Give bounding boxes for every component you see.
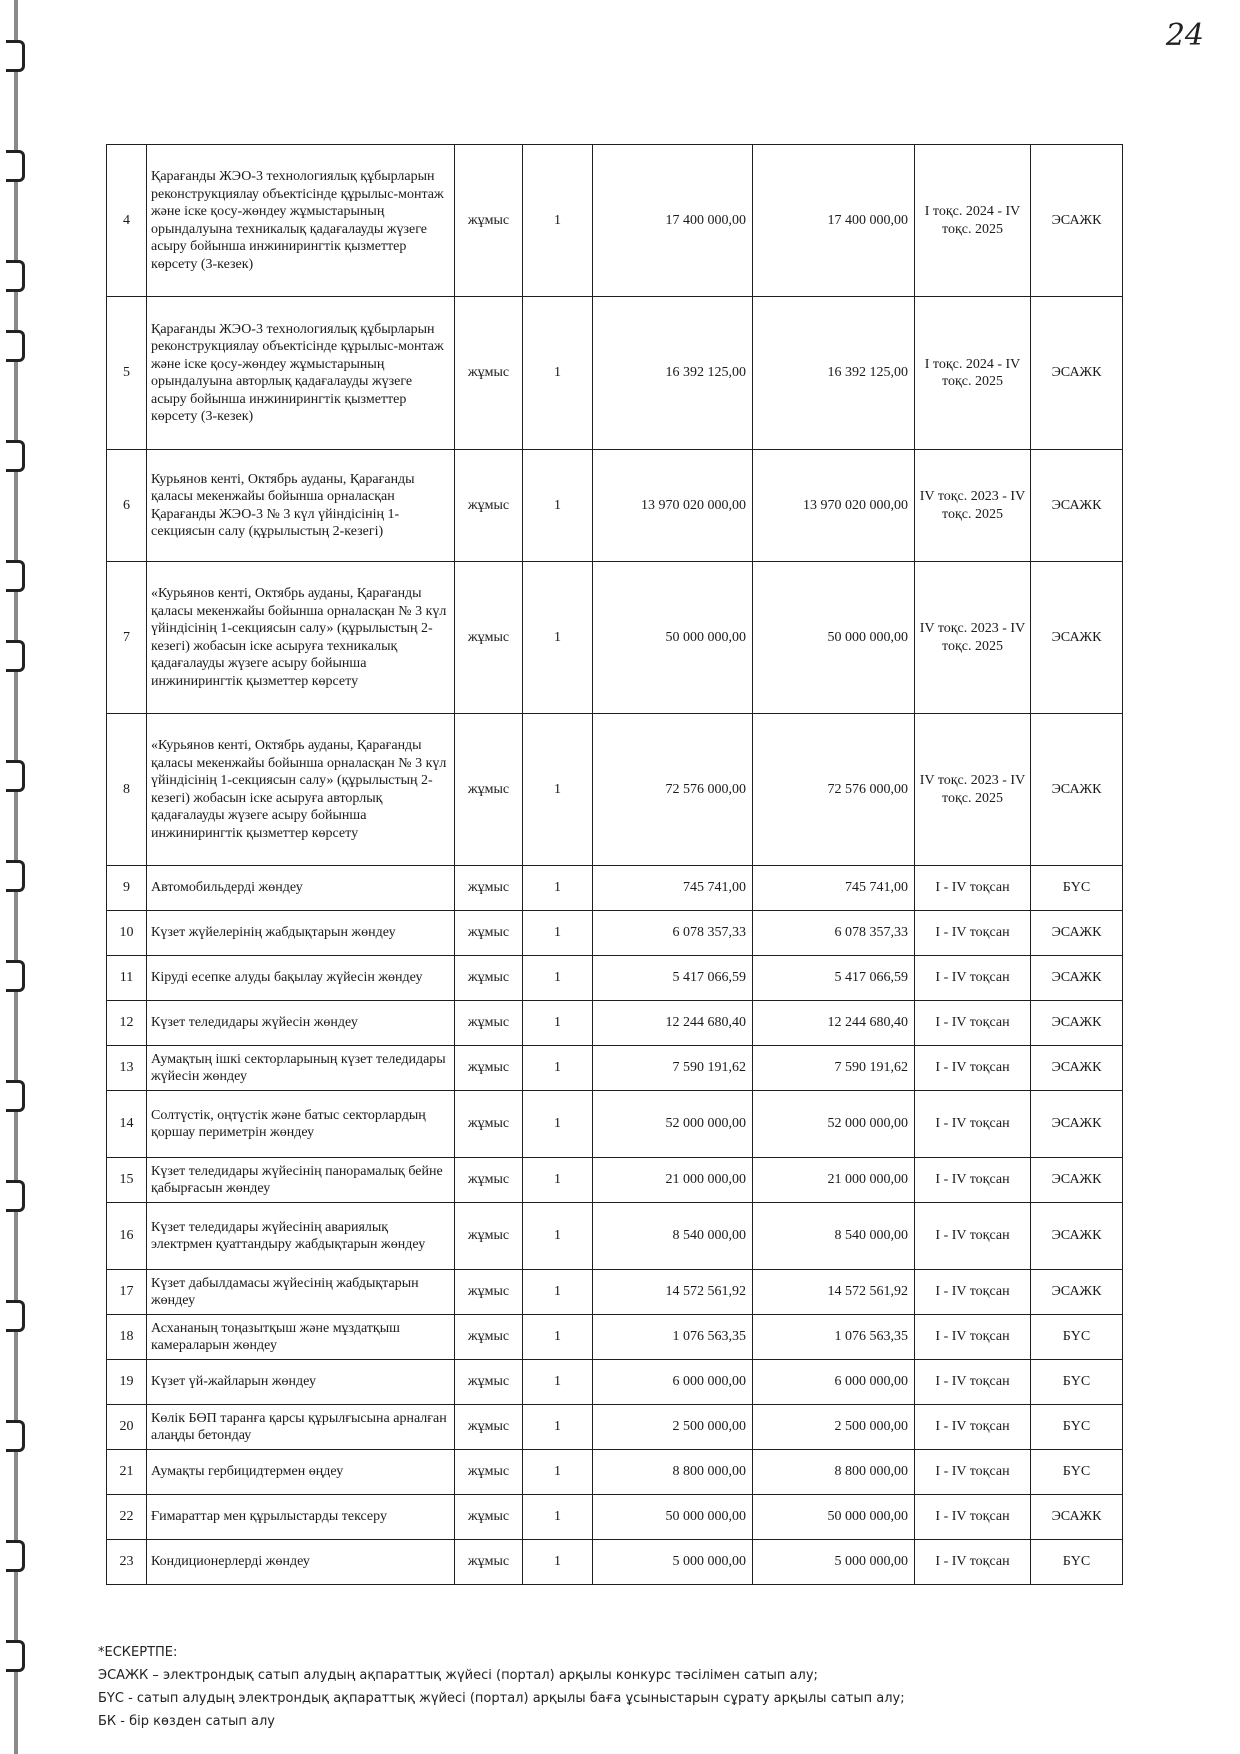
unit: жұмыс: [455, 714, 523, 866]
binder-hole: [6, 40, 25, 72]
table-row: [107, 1540, 1123, 1585]
footnote-line: БК - бір көзден сатып алу: [98, 1714, 276, 1729]
unit-price: 6 078 357,33: [593, 911, 753, 956]
quantity: 1: [523, 714, 593, 866]
table-row: [107, 1360, 1123, 1405]
unit: жұмыс: [455, 297, 523, 450]
total-amount: 21 000 000,00: [753, 1158, 915, 1203]
procurement-table-body: [107, 145, 1123, 1585]
unit: жұмыс: [455, 1315, 523, 1360]
unit-price: 5 417 066,59: [593, 956, 753, 1001]
work-description: Кондиционерлерді жөндеу: [147, 1540, 455, 1585]
quantity: 1: [523, 450, 593, 562]
quantity: 1: [523, 1158, 593, 1203]
table-row: [107, 145, 1123, 297]
unit: жұмыс: [455, 866, 523, 911]
footnote: [98, 1641, 1158, 1733]
work-description: Аумақтың ішкі секторларының күзет теледидары жүйесін жөндеу: [147, 1046, 455, 1091]
term: I - IV тоқсан: [915, 1405, 1031, 1450]
total-amount: 13 970 020 000,00: [753, 450, 915, 562]
work-description: Күзет жүйелерінің жабдықтарын жөндеу: [147, 911, 455, 956]
procurement-method: ЭСАЖК: [1031, 562, 1123, 714]
term: IV тоқс. 2023 - IV тоқс. 2025: [915, 714, 1031, 866]
total-amount: 72 576 000,00: [753, 714, 915, 866]
row-number: 8: [107, 714, 147, 866]
binder-edge: [0, 0, 36, 1754]
binder-hole: [6, 1420, 25, 1452]
work-description: Күзет теледидары жүйесін жөндеу: [147, 1001, 455, 1046]
total-amount: 16 392 125,00: [753, 297, 915, 450]
row-number: 22: [107, 1495, 147, 1540]
term: I тоқс. 2024 - IV тоқс. 2025: [915, 297, 1031, 450]
procurement-method: ЭСАЖК: [1031, 911, 1123, 956]
term: I - IV тоқсан: [915, 1450, 1031, 1495]
work-description: Аумақты гербицидтермен өңдеу: [147, 1450, 455, 1495]
unit-price: 2 500 000,00: [593, 1405, 753, 1450]
total-amount: 6 078 357,33: [753, 911, 915, 956]
total-amount: 8 540 000,00: [753, 1203, 915, 1270]
unit-price: 13 970 020 000,00: [593, 450, 753, 562]
unit-price: 17 400 000,00: [593, 145, 753, 297]
unit-price: 1 076 563,35: [593, 1315, 753, 1360]
row-number: 19: [107, 1360, 147, 1405]
table-row: [107, 450, 1123, 562]
unit: жұмыс: [455, 956, 523, 1001]
binder-hole: [6, 1640, 25, 1672]
table-row: [107, 1203, 1123, 1270]
work-description: Күзет үй-жайларын жөндеу: [147, 1360, 455, 1405]
term: I - IV тоқсан: [915, 1001, 1031, 1046]
work-description: Қарағанды ЖЭО-3 технологиялық құбырларын реконструкциялау объектісінде құрылыс-монтаж және іске қосу-жөндеу жұмыстарының орындалуына техникалық қадағалауды жүзеге асыру бойынша инжинирингтік қызметтер көрсету (3-кезек): [147, 145, 455, 297]
table-row: [107, 1001, 1123, 1046]
procurement-table: [106, 144, 1123, 1585]
term: I - IV тоқсан: [915, 1540, 1031, 1585]
unit-price: 5 000 000,00: [593, 1540, 753, 1585]
term: IV тоқс. 2023 - IV тоқс. 2025: [915, 562, 1031, 714]
work-description: Күзет теледидары жүйесінің авариялық электрмен қуаттандыру жабдықтарын жөндеу: [147, 1203, 455, 1270]
term: I - IV тоқсан: [915, 1203, 1031, 1270]
quantity: 1: [523, 562, 593, 714]
procurement-method: ЭСАЖК: [1031, 1091, 1123, 1158]
unit: жұмыс: [455, 1495, 523, 1540]
unit-price: 72 576 000,00: [593, 714, 753, 866]
term: I - IV тоқсан: [915, 1091, 1031, 1158]
unit: жұмыс: [455, 1405, 523, 1450]
term: I - IV тоқсан: [915, 1158, 1031, 1203]
work-description: «Курьянов кенті, Октябрь ауданы, Қарағанды қаласы мекенжайы бойынша орналасқан № 3 күл үйіндісінің 1-секциясын салу» (құрылыстың 2-кезегі) жобасын іске асыруға авторлық қадағалауды жүзеге асыру бойынша инжинирингтік қызметтер көрсету: [147, 714, 455, 866]
table-row: [107, 956, 1123, 1001]
total-amount: 5 000 000,00: [753, 1540, 915, 1585]
table-row: [107, 911, 1123, 956]
term: I - IV тоқсан: [915, 1360, 1031, 1405]
procurement-method: БҮС: [1031, 1360, 1123, 1405]
binder-hole: [6, 1080, 25, 1112]
binder-hole: [6, 260, 25, 292]
row-number: 4: [107, 145, 147, 297]
quantity: 1: [523, 911, 593, 956]
term: IV тоқс. 2023 - IV тоқс. 2025: [915, 450, 1031, 562]
row-number: 20: [107, 1405, 147, 1450]
work-description: Курьянов кенті, Октябрь ауданы, Қарағанды қаласы мекенжайы бойынша орналасқан Қарағанды ЖЭО-3 № 3 күл үйіндісінің 1-секциясын салу (құрылыстың 2-кезегі): [147, 450, 455, 562]
row-number: 7: [107, 562, 147, 714]
unit-price: 14 572 561,92: [593, 1270, 753, 1315]
quantity: 1: [523, 956, 593, 1001]
work-description: Асхананың тоңазытқыш және мұздатқыш камераларын жөндеу: [147, 1315, 455, 1360]
quantity: 1: [523, 297, 593, 450]
work-description: «Курьянов кенті, Октябрь ауданы, Қарағанды қаласы мекенжайы бойынша орналасқан № 3 күл үйіндісінің 1-секциясын салу» (құрылыстың 2-кезегі) жобасын іске асыруға техникалық қадағалауды жүзеге асыру бойынша инжинирингтік қызметтер көрсету: [147, 562, 455, 714]
total-amount: 2 500 000,00: [753, 1405, 915, 1450]
binder-hole: [6, 860, 25, 892]
quantity: 1: [523, 866, 593, 911]
total-amount: 1 076 563,35: [753, 1315, 915, 1360]
unit: жұмыс: [455, 1270, 523, 1315]
quantity: 1: [523, 1540, 593, 1585]
table-row: [107, 1158, 1123, 1203]
procurement-table-wrapper: [106, 144, 1122, 1585]
unit-price: 745 741,00: [593, 866, 753, 911]
binder-hole: [6, 1540, 25, 1572]
unit-price: 8 540 000,00: [593, 1203, 753, 1270]
table-row: [107, 1315, 1123, 1360]
row-number: 21: [107, 1450, 147, 1495]
total-amount: 745 741,00: [753, 866, 915, 911]
row-number: 6: [107, 450, 147, 562]
total-amount: 7 590 191,62: [753, 1046, 915, 1091]
quantity: 1: [523, 145, 593, 297]
unit-price: 21 000 000,00: [593, 1158, 753, 1203]
unit: жұмыс: [455, 1001, 523, 1046]
row-number: 11: [107, 956, 147, 1001]
procurement-method: ЭСАЖК: [1031, 1046, 1123, 1091]
row-number: 15: [107, 1158, 147, 1203]
unit: жұмыс: [455, 1046, 523, 1091]
row-number: 18: [107, 1315, 147, 1360]
procurement-method: БҮС: [1031, 1540, 1123, 1585]
procurement-method: ЭСАЖК: [1031, 1495, 1123, 1540]
binder-hole: [6, 560, 25, 592]
quantity: 1: [523, 1091, 593, 1158]
unit: жұмыс: [455, 1091, 523, 1158]
total-amount: 17 400 000,00: [753, 145, 915, 297]
total-amount: 52 000 000,00: [753, 1091, 915, 1158]
unit-price: 12 244 680,40: [593, 1001, 753, 1046]
unit: жұмыс: [455, 1450, 523, 1495]
term: I - IV тоқсан: [915, 1315, 1031, 1360]
row-number: 5: [107, 297, 147, 450]
quantity: 1: [523, 1001, 593, 1046]
procurement-method: ЭСАЖК: [1031, 145, 1123, 297]
unit-price: 50 000 000,00: [593, 562, 753, 714]
unit: жұмыс: [455, 145, 523, 297]
table-row: [107, 714, 1123, 866]
unit: жұмыс: [455, 562, 523, 714]
table-row: [107, 1091, 1123, 1158]
total-amount: 8 800 000,00: [753, 1450, 915, 1495]
unit: жұмыс: [455, 1203, 523, 1270]
row-number: 12: [107, 1001, 147, 1046]
procurement-method: ЭСАЖК: [1031, 1001, 1123, 1046]
term: I тоқс. 2024 - IV тоқс. 2025: [915, 145, 1031, 297]
unit: жұмыс: [455, 1158, 523, 1203]
row-number: 16: [107, 1203, 147, 1270]
binder-hole: [6, 760, 25, 792]
unit-price: 50 000 000,00: [593, 1495, 753, 1540]
unit: жұмыс: [455, 1540, 523, 1585]
procurement-method: БҮС: [1031, 1405, 1123, 1450]
term: I - IV тоқсан: [915, 956, 1031, 1001]
table-row: [107, 1495, 1123, 1540]
total-amount: 50 000 000,00: [753, 1495, 915, 1540]
work-description: Қарағанды ЖЭО-3 технологиялық құбырларын реконструкциялау объектісінде құрылыс-монтаж және іске қосу-жөндеу жұмыстарының орындалуына авторлық қадағалауды жүзеге асыру бойынша инжинирингтік қызметтер көрсету (3-кезек): [147, 297, 455, 450]
term: I - IV тоқсан: [915, 911, 1031, 956]
procurement-method: ЭСАЖК: [1031, 1203, 1123, 1270]
footnote-line: БҮС - сатып алудың электрондық ақпараттық жүйесі (портал) арқылы баға ұсыныстарын сұрату арқылы сатып алу;: [98, 1691, 905, 1706]
procurement-method: ЭСАЖК: [1031, 956, 1123, 1001]
quantity: 1: [523, 1405, 593, 1450]
work-description: Кіруді есепке алуды бақылау жүйесін жөндеу: [147, 956, 455, 1001]
unit: жұмыс: [455, 450, 523, 562]
term: I - IV тоқсан: [915, 1495, 1031, 1540]
row-number: 17: [107, 1270, 147, 1315]
procurement-method: ЭСАЖК: [1031, 714, 1123, 866]
procurement-method: ЭСАЖК: [1031, 1158, 1123, 1203]
procurement-method: БҮС: [1031, 866, 1123, 911]
procurement-method: ЭСАЖК: [1031, 1270, 1123, 1315]
footnote-line: ЭСАЖК – электрондық сатып алудың ақпараттық жүйесі (портал) арқылы конкурс тәсілімен сатып алу;: [98, 1668, 818, 1683]
footnote-title: *ЕСКЕРТПЕ:: [98, 1645, 178, 1660]
table-row: [107, 297, 1123, 450]
term: I - IV тоқсан: [915, 866, 1031, 911]
unit-price: 6 000 000,00: [593, 1360, 753, 1405]
row-number: 9: [107, 866, 147, 911]
work-description: Көлік БӨП таранға қарсы құрылғысына арналған алаңды бетондау: [147, 1405, 455, 1450]
unit-price: 16 392 125,00: [593, 297, 753, 450]
procurement-method: ЭСАЖК: [1031, 297, 1123, 450]
work-description: Солтүстік, оңтүстік және батыс секторлардың қоршау периметрін жөндеу: [147, 1091, 455, 1158]
total-amount: 50 000 000,00: [753, 562, 915, 714]
row-number: 14: [107, 1091, 147, 1158]
term: I - IV тоқсан: [915, 1046, 1031, 1091]
binder-hole: [6, 960, 25, 992]
binder-hole: [6, 640, 25, 672]
unit: жұмыс: [455, 911, 523, 956]
quantity: 1: [523, 1046, 593, 1091]
work-description: Күзет теледидары жүйесінің панорамалық бейне қабырғасын жөндеу: [147, 1158, 455, 1203]
work-description: Ғимараттар мен құрылыстарды тексеру: [147, 1495, 455, 1540]
row-number: 13: [107, 1046, 147, 1091]
unit-price: 7 590 191,62: [593, 1046, 753, 1091]
procurement-method: ЭСАЖК: [1031, 450, 1123, 562]
quantity: 1: [523, 1315, 593, 1360]
row-number: 23: [107, 1540, 147, 1585]
unit-price: 8 800 000,00: [593, 1450, 753, 1495]
quantity: 1: [523, 1360, 593, 1405]
total-amount: 14 572 561,92: [753, 1270, 915, 1315]
binder-hole: [6, 150, 25, 182]
quantity: 1: [523, 1270, 593, 1315]
work-description: Автомобильдерді жөндеу: [147, 866, 455, 911]
table-row: [107, 562, 1123, 714]
total-amount: 6 000 000,00: [753, 1360, 915, 1405]
binder-hole: [6, 1300, 25, 1332]
procurement-method: БҮС: [1031, 1315, 1123, 1360]
table-row: [107, 1046, 1123, 1091]
table-row: [107, 1450, 1123, 1495]
unit-price: 52 000 000,00: [593, 1091, 753, 1158]
total-amount: 5 417 066,59: [753, 956, 915, 1001]
binder-hole: [6, 330, 25, 362]
row-number: 10: [107, 911, 147, 956]
binder-hole: [6, 440, 25, 472]
quantity: 1: [523, 1495, 593, 1540]
quantity: 1: [523, 1203, 593, 1270]
quantity: 1: [523, 1450, 593, 1495]
unit: жұмыс: [455, 1360, 523, 1405]
work-description: Күзет дабылдамасы жүйесінің жабдықтарын жөндеу: [147, 1270, 455, 1315]
term: I - IV тоқсан: [915, 1270, 1031, 1315]
binder-hole: [6, 1180, 25, 1212]
table-row: [107, 1270, 1123, 1315]
table-row: [107, 866, 1123, 911]
page-number: 24: [1165, 18, 1204, 53]
table-row: [107, 1405, 1123, 1450]
procurement-method: БҮС: [1031, 1450, 1123, 1495]
total-amount: 12 244 680,40: [753, 1001, 915, 1046]
